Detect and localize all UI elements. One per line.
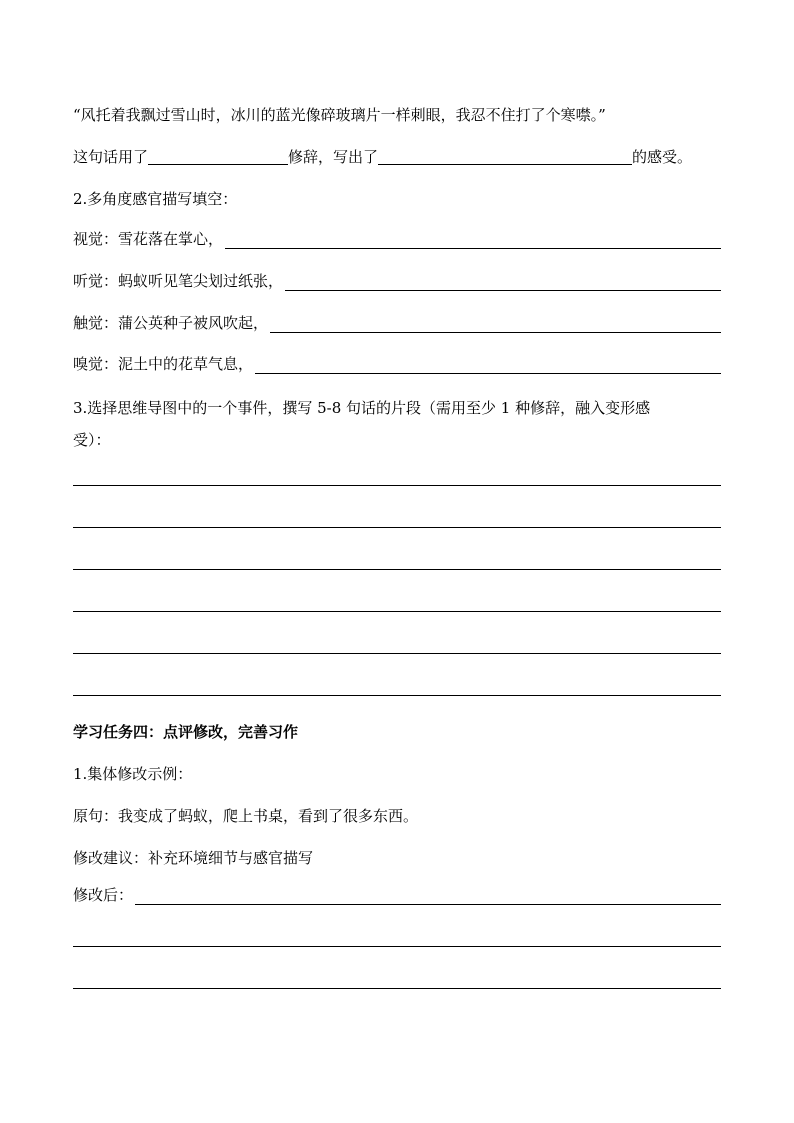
sense-row-smell — [73, 354, 721, 374]
sense-label-touch: 触觉：蒲公英种子被风吹起， — [73, 314, 269, 332]
q1-text-part1: 这句话用了 — [73, 148, 149, 166]
q1-blank-rhetoric[interactable] — [148, 148, 288, 165]
q1-text-part3: 的感受。 — [632, 148, 693, 166]
question-2-heading: 2.多角度感官描写填空： — [73, 190, 238, 208]
revised-writing-line[interactable] — [73, 988, 721, 989]
question-3-line1: 3.选择思维导图中的一个事件，撰写 5-8 句话的片段（需用至少 1 种修辞，融入变形感 — [73, 399, 651, 417]
sense-label-sight: 视觉：雪花落在掌心， — [73, 230, 224, 248]
question-3-line2: 受）： — [73, 431, 111, 449]
q1-blank-feeling[interactable] — [378, 148, 632, 165]
sense-row-hearing — [73, 271, 721, 291]
task-4-sub-heading: 1.集体修改示例： — [73, 765, 193, 783]
revised-label: 修改后： — [73, 886, 134, 904]
q3-writing-line[interactable] — [73, 611, 721, 612]
q3-writing-line[interactable] — [73, 485, 721, 486]
q3-writing-line[interactable] — [73, 695, 721, 696]
sense-label-smell: 嗅觉：泥土中的花草气息， — [73, 355, 254, 373]
sense-label-hearing: 听觉：蚂蚁听见笔尖划过纸张， — [73, 272, 284, 290]
revision-suggestion: 修改建议：补充环境细节与感官描写 — [73, 849, 314, 867]
q3-writing-line[interactable] — [73, 569, 721, 570]
sense-answer-line-smell[interactable] — [255, 356, 721, 374]
revised-writing-line[interactable] — [73, 946, 721, 947]
revised-row — [73, 885, 721, 905]
q3-writing-line[interactable] — [73, 653, 721, 654]
quote-sentence: “风托着我飘过雪山时，冰川的蓝光像碎玻璃片一样刺眼，我忍不住打了个寒噤。” — [73, 106, 606, 124]
task-4-heading: 学习任务四：点评修改，完善习作 — [73, 723, 299, 741]
revised-answer-line[interactable] — [135, 887, 721, 905]
sense-row-touch — [73, 313, 721, 333]
sense-answer-line-sight[interactable] — [225, 231, 721, 249]
sense-answer-line-touch[interactable] — [270, 315, 721, 333]
q1-text-part2: 修辞，写出了 — [288, 148, 379, 166]
original-sentence: 原句：我变成了蚂蚁，爬上书桌，看到了很多东西。 — [73, 807, 419, 825]
q3-writing-line[interactable] — [73, 527, 721, 528]
sense-row-sight — [73, 229, 721, 249]
question-1-row — [73, 146, 692, 167]
sense-answer-line-hearing[interactable] — [285, 273, 721, 291]
